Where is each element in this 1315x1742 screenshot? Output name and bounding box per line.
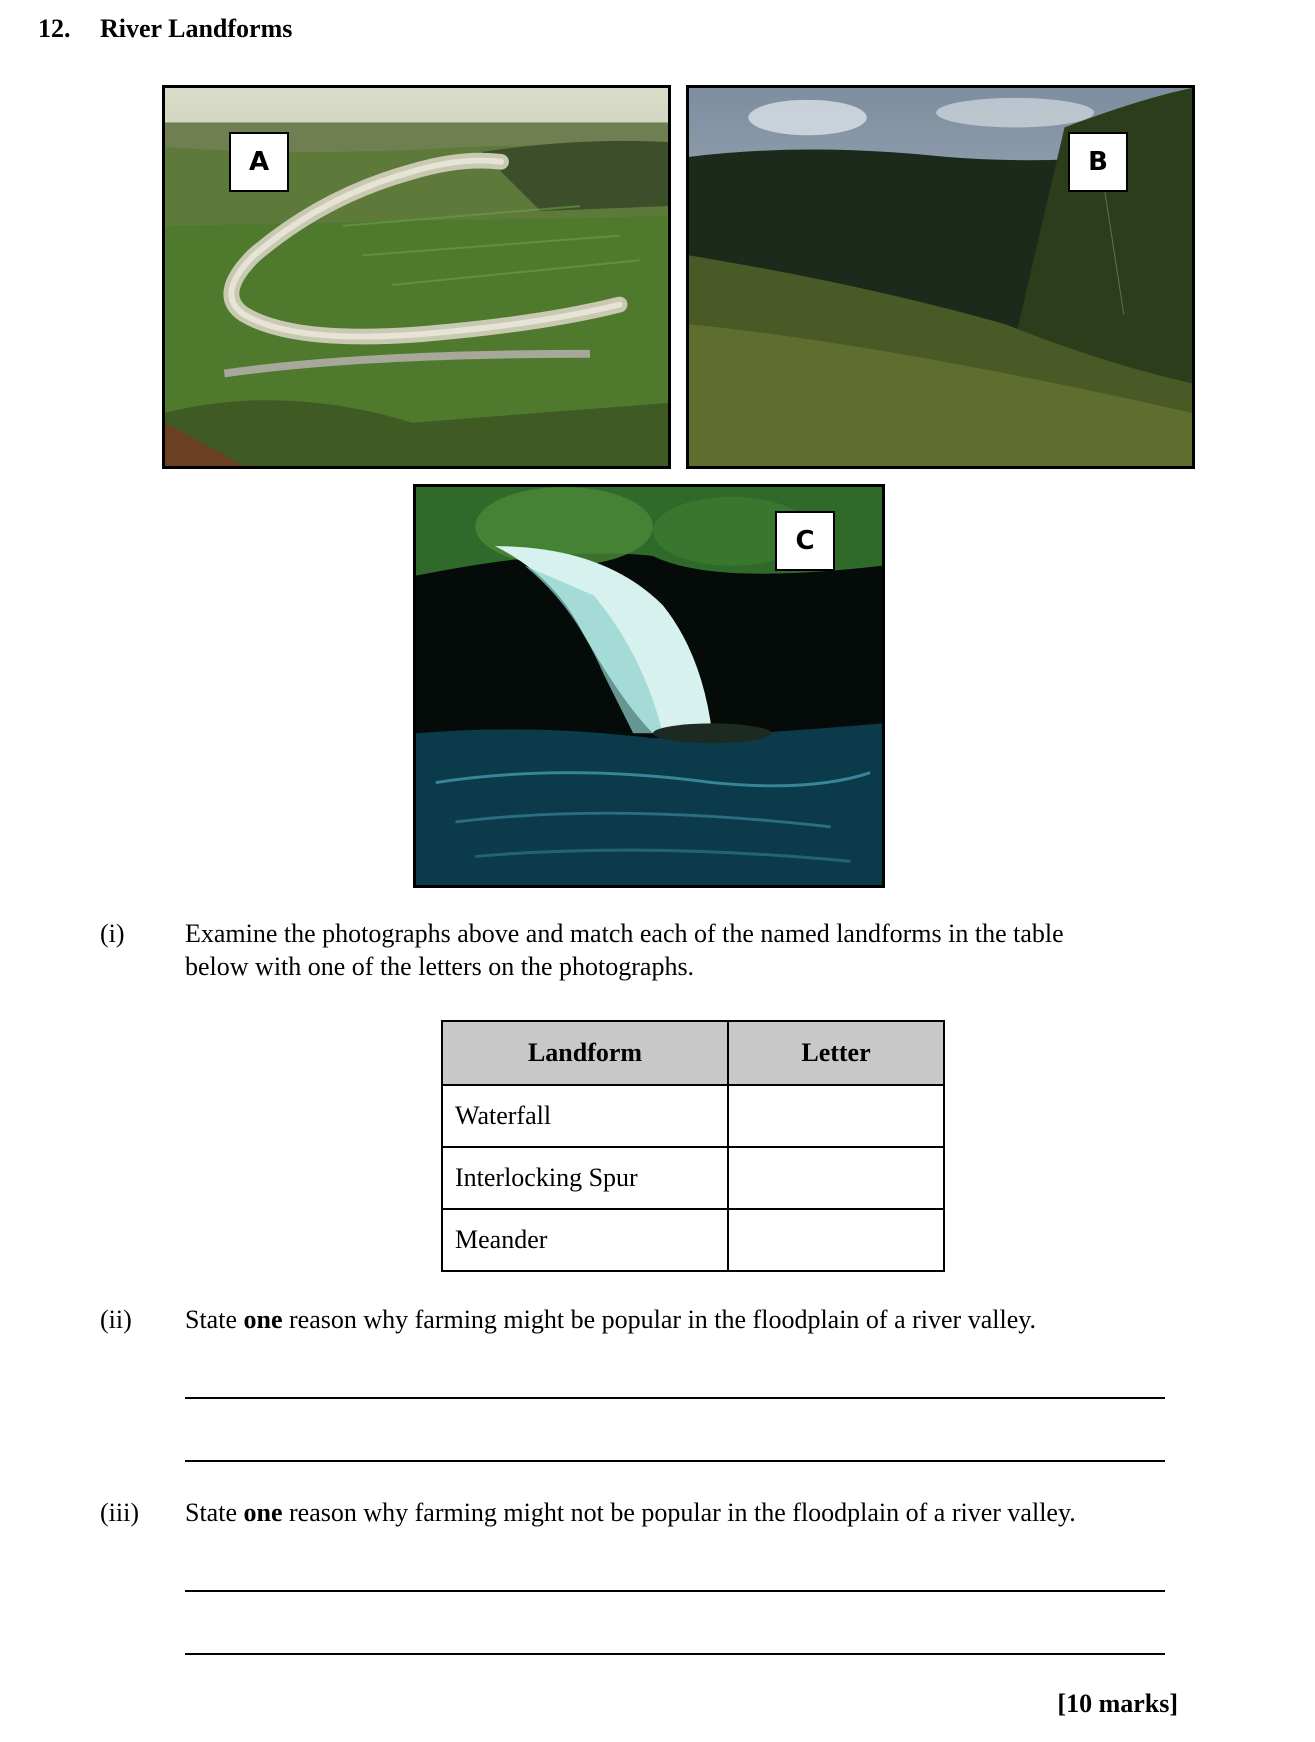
part-ii-text-end: reason why farming might be popular in the floodplain of a river valley. — [282, 1305, 1037, 1334]
part-i-line-1: Examine the photographs above and match each of the named landforms in the table — [185, 919, 1064, 948]
part-iii-text-end: reason why farming might not be popular in the floodplain of a river valley. — [282, 1498, 1076, 1527]
header-letter: Letter — [728, 1021, 944, 1085]
photo-interlocking-spur — [686, 85, 1195, 469]
landform-cell: Interlocking Spur — [442, 1147, 728, 1209]
photo-waterfall — [413, 484, 885, 888]
landform-match-table — [441, 1020, 945, 1272]
answer-line[interactable] — [185, 1460, 1165, 1462]
part-iii-emphasis: one — [243, 1498, 283, 1527]
question-title: River Landforms — [100, 14, 293, 43]
marks-total: [10 marks] — [1057, 1689, 1178, 1718]
table-row — [442, 1085, 944, 1147]
letter-answer-cell[interactable] — [728, 1085, 944, 1147]
part-ii-label: (ii) — [100, 1305, 132, 1334]
part-i-instruction — [185, 917, 1185, 983]
photo-letter-c: C — [775, 511, 835, 571]
letter-answer-cell[interactable] — [728, 1209, 944, 1271]
part-iii-question — [185, 1496, 1185, 1529]
answer-line[interactable] — [185, 1590, 1165, 1592]
part-i-line-2: below with one of the letters on the photographs. — [185, 952, 695, 981]
question-number: 12. — [38, 14, 71, 43]
part-ii-question — [185, 1303, 1185, 1336]
question-heading — [38, 14, 292, 44]
table-header-row — [442, 1021, 944, 1085]
landform-cell: Meander — [442, 1209, 728, 1271]
landform-cell: Waterfall — [442, 1085, 728, 1147]
part-iii-text-start: State — [185, 1498, 244, 1527]
part-i-label: (i) — [100, 919, 125, 948]
answer-line[interactable] — [185, 1397, 1165, 1399]
letter-answer-cell[interactable] — [728, 1147, 944, 1209]
photo-letter-b: B — [1068, 132, 1128, 192]
part-iii-label: (iii) — [100, 1498, 139, 1527]
header-landform: Landform — [442, 1021, 728, 1085]
answer-line[interactable] — [185, 1653, 1165, 1655]
table-row — [442, 1147, 944, 1209]
table-row — [442, 1209, 944, 1271]
part-ii-emphasis: one — [243, 1305, 283, 1334]
photo-letter-a: A — [229, 132, 289, 192]
photo-meander — [162, 85, 671, 469]
part-ii-text-start: State — [185, 1305, 244, 1334]
